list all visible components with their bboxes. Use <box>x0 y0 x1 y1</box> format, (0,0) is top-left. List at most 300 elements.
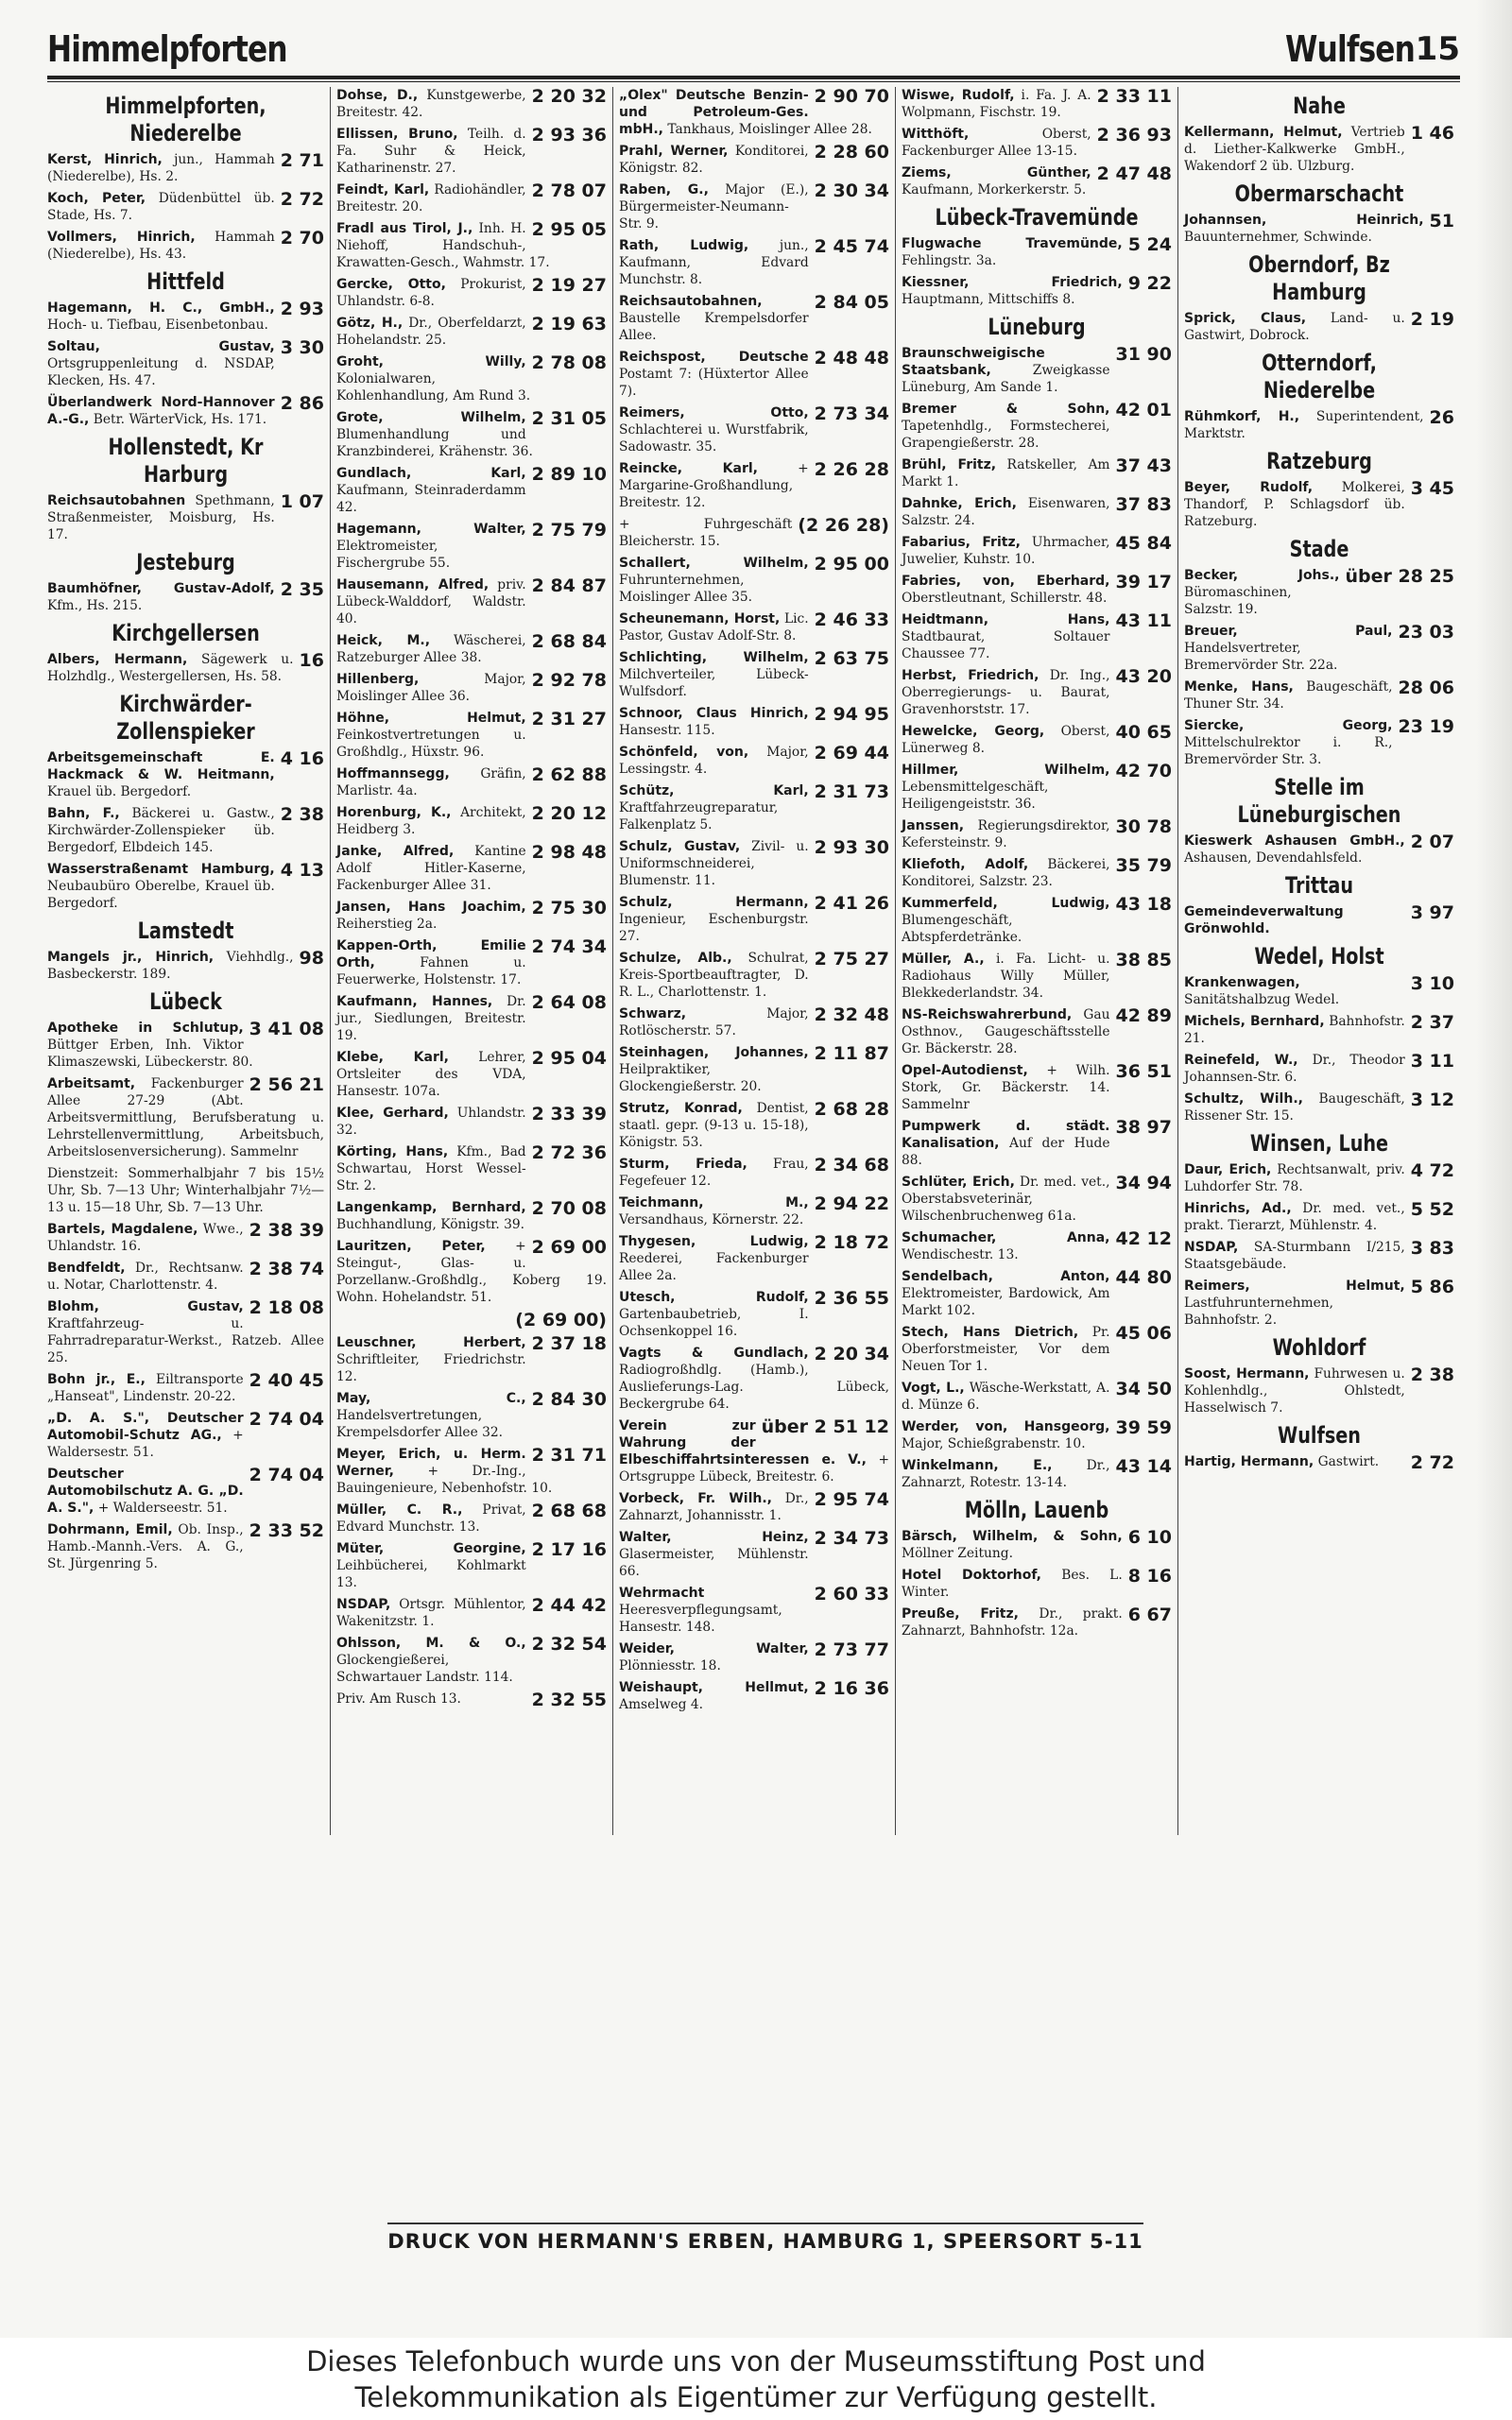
directory-entry <box>902 611 1172 662</box>
entry-name: Weishaupt, Hellmut, <box>619 1680 809 1695</box>
entry-name: Wasserstraßenamt Hamburg, <box>47 862 275 877</box>
entry-name: Schulz, Gustav, <box>619 839 741 854</box>
entry-name: Raben, G., <box>619 182 709 197</box>
phone-number: 2 92 78 <box>531 670 607 691</box>
phone-number: 43 18 <box>1115 894 1172 915</box>
credit-notice <box>0 2338 1512 2420</box>
directory-entry <box>902 723 1172 757</box>
directory-entry <box>336 220 607 271</box>
phone-number: 38 97 <box>1115 1117 1172 1138</box>
entry-detail: Uhrmacher, Juwelier, Kuhstr. 10. <box>902 535 1110 567</box>
directory-entry <box>336 1502 607 1536</box>
phone-number: 2 30 34 <box>814 180 889 201</box>
phone-number: 43 14 <box>1115 1456 1172 1477</box>
entry-detail: Lehrer, Ortsleiter des VDA, Hansestr. 107a. <box>336 1050 526 1099</box>
entry-name: Braunschweigische Staatsbank, <box>902 346 1045 378</box>
section-heading: Kirchgellersen <box>112 620 260 646</box>
entry-name: Hillenberg, <box>336 672 420 687</box>
directory-entry <box>1184 678 1454 712</box>
phone-number: 2 44 42 <box>531 1595 607 1616</box>
entry-name: Bärsch, Wilhelm, & Sohn, <box>902 1529 1123 1544</box>
entry-detail: Kolonialwaren, Kohlenhandlung, Am Rund 3. <box>336 371 531 403</box>
entry-detail: Teilh. d. Fa. Suhr & Heick, Katharinenstr. 27. <box>336 127 526 176</box>
directory-entry <box>1184 717 1454 768</box>
phone-number: 2 75 30 <box>531 898 607 918</box>
directory-entry <box>1184 1052 1454 1086</box>
entry-detail: Schlachterei u. Wurstfabrik, Sadowastr. 35. <box>619 422 809 455</box>
entry-detail: Kaufmann, Morkerkerstr. 5. <box>902 182 1087 197</box>
phone-number: 2 69 44 <box>814 743 889 764</box>
entry-name: NS-Reichswahrerbund, <box>902 1007 1073 1022</box>
entry-detail: Gastwirt. <box>1317 1454 1380 1469</box>
entry-detail: Spethmann, Straßenmeister, Moisburg, Hs. 17. <box>47 493 275 542</box>
directory-entry <box>902 1006 1172 1057</box>
entry-detail: Zivil- u. Uniformschneiderei, Blumenstr. 11. <box>619 839 809 888</box>
directory-entry <box>336 804 607 838</box>
directory-entry <box>619 1585 889 1636</box>
section-heading: Wedel, Holst <box>1254 943 1384 970</box>
phone-number: 2 41 26 <box>814 893 889 914</box>
entry-detail: Major, Lessingstr. 4. <box>619 745 809 777</box>
column-5 <box>1177 87 1460 1835</box>
entry-detail: Wäscherei, Ratzeburger Allee 38. <box>336 633 526 665</box>
phone-number: 31 90 <box>1115 344 1172 365</box>
entry-detail: Buchhandlung, Königstr. 39. <box>336 1217 525 1232</box>
entry-detail: Kunstgewerbe, Breitestr. 42. <box>336 88 526 120</box>
entry-detail: Auf der Hude 88. <box>902 1136 1110 1168</box>
entry-name: Flugwache Travemünde, <box>902 236 1123 251</box>
section-heading: Hittfeld <box>146 268 225 295</box>
directory-entry <box>902 456 1172 490</box>
directory-columns <box>47 87 1460 1835</box>
phone-number: 2 74 34 <box>531 936 607 957</box>
entry-name: Arbeitsgemeinschaft E. Hackmack & W. Heitmann, <box>47 750 275 782</box>
directory-entry <box>1184 1278 1454 1329</box>
entry-detail: Fuhrunternehmen, Moislinger Allee 35. <box>619 573 753 605</box>
phone-number: 42 70 <box>1115 761 1172 781</box>
phone-number: 2 93 30 <box>814 837 889 858</box>
entry-detail: Dr. med. vet., prakt. Tierarzt, Mühlenstr. 4. <box>1184 1201 1405 1233</box>
entry-name: Reimers, Otto, <box>619 405 809 420</box>
phone-number: 6 10 <box>1127 1527 1172 1548</box>
entry-name: Opel-Autodienst, <box>902 1063 1028 1078</box>
directory-entry <box>902 1567 1172 1601</box>
entry-detail: Privat, Edvard Munchstr. 13. <box>336 1502 526 1535</box>
entry-name: Daur, Erich, <box>1184 1162 1272 1177</box>
directory-entry <box>902 762 1172 813</box>
directory-entry <box>619 1044 889 1095</box>
phone-number: 2 19 27 <box>531 275 607 296</box>
entry-name: Hinrichs, Ad., <box>1184 1201 1292 1216</box>
entry-name: Bartels, Magdalene, <box>47 1222 198 1237</box>
directory-entry <box>1184 623 1454 674</box>
entry-detail: Wwe., Uhlandstr. 16. <box>47 1222 244 1254</box>
directory-entry <box>1184 1013 1454 1047</box>
entry-detail: Viehhdlg., Basbeckerstr. 189. <box>47 950 294 982</box>
credit-line-1: Dieses Telefonbuch wurde uns von der Museumsstiftung Post und <box>306 2345 1206 2377</box>
directory-entry <box>1184 1200 1454 1234</box>
entry-name: Scheunemann, Horst, <box>619 611 781 626</box>
phone-number: 34 50 <box>1115 1379 1172 1399</box>
entry-detail: Major, Schießgrabenstr. 10. <box>902 1436 1086 1451</box>
entry-detail: Elektromeister, Bardowick, Am Markt 102. <box>902 1286 1110 1318</box>
entry-detail: Reederei, Fackenburger Allee 2a. <box>619 1251 809 1283</box>
phone-number: 8 16 <box>1127 1566 1172 1587</box>
entry-name: Soltau, Gustav, <box>47 339 275 354</box>
directory-entry <box>619 87 889 138</box>
entry-name: Michels, Bernhard, <box>1184 1014 1325 1029</box>
phone-number: 2 78 08 <box>531 352 607 373</box>
phone-number: 44 80 <box>1115 1267 1172 1288</box>
credit-line-2: Telekommunikation als Eigentümer zur Verfügung gestellt. <box>354 2381 1158 2413</box>
directory-entry <box>336 1390 607 1441</box>
entry-name: Teichmann, M., <box>619 1195 809 1210</box>
entry-detail: Sanitätshalbzug Wedel. <box>1184 992 1340 1007</box>
entry-detail: Kraftfahrzeugreparatur, Falkenplatz 5. <box>619 800 779 832</box>
entry-name: Lauritzen, Peter, <box>336 1239 486 1254</box>
entry-detail: Major, Rotlöscherstr. 57. <box>619 1006 809 1038</box>
entry-detail: Milchverteiler, Lübeck-Wulfsdorf. <box>619 667 809 699</box>
phone-number: 98 <box>299 948 324 969</box>
entry-name: Preuße, Fritz, <box>902 1606 1019 1622</box>
entry-detail: Gau Osthnov., Gaugeschäftsstelle Gr. Bäckerstr. 28. <box>902 1007 1110 1056</box>
phone-number: 2 64 08 <box>531 992 607 1013</box>
entry-detail: Bäckerei, Konditorei, Salzstr. 23. <box>902 857 1110 889</box>
directory-entry <box>902 274 1172 308</box>
entry-name: Schumacher, Anna, <box>902 1230 1110 1245</box>
entry-detail: Gräfin, Marlistr. 4a. <box>336 766 526 798</box>
entry-detail: Oberst, Fackenburger Allee 13-15. <box>902 127 1091 159</box>
directory-entry <box>336 1596 607 1630</box>
entry-detail: Stadtbaurat, Soltauer Chaussee 77. <box>902 629 1110 661</box>
entry-name: Heidtmann, Hans, <box>902 612 1110 627</box>
entry-name: Menke, Hans, <box>1184 679 1294 695</box>
directory-entry <box>47 1221 324 1255</box>
entry-detail: Rechtsanwalt, priv. Luhdorfer Str. 78. <box>1184 1162 1405 1194</box>
section-heading: Stade <box>1289 536 1349 562</box>
entry-name: Wehrmacht <box>619 1586 705 1601</box>
phone-number: 2 32 55 <box>531 1690 607 1710</box>
entry-name: Deutscher Automobilschutz A. G. „D. A. S.", <box>47 1467 244 1516</box>
directory-entry <box>47 151 324 185</box>
directory-entry <box>47 1020 324 1071</box>
directory-entry <box>336 1143 607 1194</box>
entry-detail: Baugeschäft, Thuner Str. 34. <box>1184 679 1393 712</box>
directory-entry <box>619 894 889 945</box>
entry-detail: Dr. med. vet., Oberstabsveterinär, Wilschenbruchenweg 61a. <box>902 1175 1110 1224</box>
phone-number: 2 37 <box>1410 1012 1454 1033</box>
directory-entry <box>619 293 889 344</box>
entry-name: Feindt, Karl, <box>336 182 430 197</box>
entry-name: Werder, von, Hansgeorg, <box>902 1419 1110 1434</box>
phone-number: 4 13 <box>280 860 324 881</box>
directory-entry <box>902 1605 1172 1639</box>
entry-detail: Dr., prakt. Zahnarzt, Bahnhofstr. 12a. <box>902 1606 1123 1639</box>
phone-number: 2 74 04 <box>249 1409 324 1430</box>
entry-detail: Kaufmann, Steinraderdamm 42. <box>336 483 526 515</box>
directory-entry <box>619 1529 889 1580</box>
entry-detail: priv. Lübeck-Walddorf, Waldstr. 40. <box>336 577 526 626</box>
directory-entry <box>1184 310 1454 344</box>
entry-name: Baumhöfner, Gustav-Adolf, <box>47 581 275 596</box>
phone-number: 2 47 48 <box>1096 163 1172 184</box>
entry-name: Kaufmann, Hannes, <box>336 994 493 1009</box>
phone-number: 42 89 <box>1115 1005 1172 1026</box>
phone-number: 2 20 12 <box>531 803 607 824</box>
directory-entry <box>902 951 1172 1002</box>
directory-entry <box>619 1156 889 1190</box>
entry-name: „Olex" Deutsche Benzin- und Petroleum-Ges. mbH., <box>619 88 809 137</box>
phone-number: 3 11 <box>1410 1051 1454 1072</box>
entry-detail: Möllner Zeitung. <box>902 1546 1013 1561</box>
phone-number: 23 19 <box>1398 716 1454 737</box>
entry-name: Pumpwerk d. städt. Kanalisation, <box>902 1119 1110 1151</box>
phone-number: 2 32 54 <box>531 1634 607 1655</box>
directory-entry <box>902 1380 1172 1414</box>
entry-name: Reichsautobahnen, <box>619 294 763 309</box>
entry-name: Janssen, <box>902 818 965 833</box>
entry-detail: Radiogroßhdlg. (Hamb.), Auslieferungs-Lag. Lübeck, Beckergrube 64. <box>619 1363 889 1412</box>
entry-detail: Plönniesstr. 18. <box>619 1658 721 1673</box>
directory-entry <box>1184 124 1454 175</box>
phone-number: 2 19 63 <box>531 314 607 335</box>
directory-entry <box>336 1199 607 1233</box>
entry-name: Götz, H., <box>336 316 404 331</box>
entry-name: Albers, Hermann, <box>47 652 188 667</box>
entry-detail: Bes. L. Winter. <box>902 1568 1123 1600</box>
entry-detail: Regierungsdirektor, Kefersteinstr. 9. <box>902 818 1110 850</box>
phone-number: 2 31 27 <box>531 709 607 729</box>
entry-name: Stech, Hans Dietrich, <box>902 1325 1079 1340</box>
directory-entry <box>336 1105 607 1139</box>
directory-entry <box>47 492 324 543</box>
directory-entry <box>902 1324 1172 1375</box>
entry-detail: Neubaubüro Oberelbe, Krauel üb. Bergedorf. <box>47 879 275 911</box>
entry-name: Hagemann, H. C., GmbH., <box>47 300 275 316</box>
directory-entry <box>47 338 324 389</box>
section-heading: Oberndorf, Bz Hamburg <box>1248 251 1390 305</box>
phone-number: 2 33 39 <box>531 1104 607 1124</box>
phone-number: 2 68 68 <box>531 1501 607 1521</box>
entry-detail: Düdenbüttel üb. Stade, Hs. 7. <box>47 191 275 223</box>
phone-number: 2 89 10 <box>531 464 607 485</box>
directory-entry <box>47 1466 324 1517</box>
directory-entry <box>1184 408 1454 442</box>
entry-name: Janke, Alfred, <box>336 844 455 859</box>
directory-entry <box>902 817 1172 851</box>
directory-entry <box>336 1311 607 1330</box>
phone-number: 34 94 <box>1115 1173 1172 1193</box>
entry-name: Hausemann, Alfred, <box>336 577 490 592</box>
directory-entry <box>1184 974 1454 1008</box>
entry-name: Beyer, Rudolf, <box>1184 480 1314 495</box>
entry-detail: Architekt, Heidberg 3. <box>336 805 526 837</box>
entry-detail: Betr. WärterVick, Hs. 171. <box>93 412 267 427</box>
entry-detail: Hoch- u. Tiefbau, Eisenbetonbau. <box>47 318 268 333</box>
directory-entry <box>47 805 324 856</box>
entry-name: Jansen, Hans Joachim, <box>336 900 526 915</box>
entry-name: Rühmkorf, H., <box>1184 409 1300 424</box>
entry-name: Hewelcke, Georg, <box>902 724 1045 739</box>
entry-name: Witthöft, <box>902 127 970 142</box>
phone-number: 5 86 <box>1410 1277 1454 1297</box>
directory-entry <box>619 237 889 288</box>
directory-entry <box>336 993 607 1044</box>
directory-entry <box>619 404 889 455</box>
entry-detail: Büromaschinen, Salzstr. 19. <box>1184 585 1292 617</box>
directory-entry <box>619 1233 889 1284</box>
entry-name: Überlandwerk Nord-Hannover A.-G., <box>47 395 275 427</box>
entry-name: NSDAP, <box>336 1597 391 1612</box>
section-heading: Ratzeburg <box>1266 448 1372 474</box>
directory-entry <box>619 555 889 606</box>
entry-detail: Elektromeister, Fischergrube 55. <box>336 539 451 571</box>
phone-number: 2 70 08 <box>531 1198 607 1219</box>
entry-name: Sendelbach, Anton, <box>902 1269 1110 1284</box>
entry-detail: Blumenhandlung und Kranzbinderei, Krähenstr. 36. <box>336 427 533 459</box>
directory-entry <box>47 1298 324 1366</box>
entry-detail: Hansestr. 115. <box>619 723 715 738</box>
directory-entry <box>902 164 1172 198</box>
directory-entry <box>336 521 607 572</box>
directory-entry <box>619 705 889 739</box>
page-number: 15 <box>1415 30 1460 68</box>
entry-detail: Heeresverpflegungsamt, Hansestr. 148. <box>619 1603 782 1635</box>
entry-detail: Lic. Pastor, Gustav Adolf-Str. 8. <box>619 611 809 644</box>
entry-detail: Amselweg 4. <box>619 1697 704 1712</box>
entry-detail: Eiltransporte „Hanseat", Lindenstr. 20-22. <box>47 1372 244 1404</box>
phone-number: 2 36 55 <box>814 1288 889 1309</box>
entry-name: Müter, Georgine, <box>336 1541 526 1556</box>
entry-detail: Ob. Insp., Hamb.-Mannh.-Vers. A. G., St. Jürgenring 5. <box>47 1522 244 1571</box>
entry-detail: i. Fa. Licht- u. Radiohaus Willy Müller, Blekkederlandstr. 34. <box>902 952 1110 1001</box>
entry-detail: Lebensmittelgeschäft, Heiligengeiststr. 36. <box>902 780 1049 812</box>
section-heading: Wohldorf <box>1272 1334 1366 1361</box>
phone-number: 2 72 <box>280 189 324 210</box>
entry-name: Schwarz, <box>619 1006 687 1021</box>
phone-number: 2 72 <box>1410 1452 1454 1473</box>
phone-number: 2 94 22 <box>814 1193 889 1214</box>
entry-name: Hoffmannsegg, <box>336 766 450 781</box>
entry-detail: + Steingut-, Glas- u. Porzellanw.-Großhdlg., Koberg 19. Wohn. Hohelandstr. 51. <box>336 1239 607 1305</box>
entry-detail: Priv. Am Rusch 13. <box>336 1691 461 1707</box>
phone-number: 2 69 00 <box>531 1237 607 1258</box>
phone-number: 3 30 <box>280 337 324 358</box>
phone-number: 4 72 <box>1410 1160 1454 1181</box>
entry-name: Bahn, F., <box>47 806 120 821</box>
entry-detail: Sägewerk u. Holzhdlg., Westergellersen, Hs. 58. <box>47 652 294 684</box>
entry-detail: jun., Kaufmann, Edvard Munchstr. 8. <box>619 238 809 287</box>
entry-name: Reichsautobahnen <box>47 493 186 508</box>
directory-entry <box>902 895 1172 946</box>
phone-number: 2 40 45 <box>249 1370 324 1391</box>
phone-number: 2 90 70 <box>814 87 889 107</box>
phone-number: 2 95 05 <box>531 219 607 240</box>
entry-detail: Fuhrwesen u. Kohlenhdlg., Ohlstedt, Hasselwisch 7. <box>1184 1366 1405 1416</box>
entry-detail: Blumengeschäft, Abtspferdetränke. <box>902 913 1022 945</box>
entry-detail: Fackenburger Allee 27-29 (Abt. Arbeitsvermittlung, Berufsberatung u. Lehrstellenvermittlung, Arbeitsbuch, Arbeitslosenversicherung). Sammelnr <box>47 1076 324 1159</box>
entry-name: Schnoor, Claus Hinrich, <box>619 706 809 721</box>
directory-entry <box>47 394 324 428</box>
directory-entry <box>336 1334 607 1385</box>
directory-entry <box>619 610 889 644</box>
entry-detail: Ingenieur, Eschenburgstr. 27. <box>619 912 809 944</box>
directory-entry <box>619 1417 889 1485</box>
phone-number: 3 83 <box>1410 1238 1454 1259</box>
entry-detail: Hauptmann, Mittschiffs 8. <box>902 292 1075 307</box>
entry-name: Siercke, Georg, <box>1184 718 1393 733</box>
phone-number: 2 38 <box>1410 1364 1454 1385</box>
entry-detail: Pr. Oberforstmeister, Vor dem Neuen Tor 1. <box>902 1325 1110 1374</box>
section-heading: Jesteburg <box>136 549 235 575</box>
phone-number: 9 22 <box>1127 273 1172 294</box>
entry-name: Koch, Peter, <box>47 191 146 206</box>
entry-name: Langenkamp, Bernhard, <box>336 1200 526 1215</box>
entry-detail: Reiherstieg 2a. <box>336 917 438 932</box>
phone-number: 2 35 <box>280 579 324 600</box>
entry-detail: Handelsvertretungen, Krempelsdorfer Allee 32. <box>336 1408 504 1440</box>
entry-detail: Postamt 7: (Hüxtertor Allee 7). <box>619 367 809 399</box>
entry-name: Utesch, Rudolf, <box>619 1290 809 1305</box>
directory-entry <box>1184 832 1454 867</box>
entry-name: Gercke, Otto, <box>336 277 446 292</box>
entry-name: Strutz, Konrad, <box>619 1101 743 1116</box>
phone-number: 2 34 68 <box>814 1155 889 1176</box>
phone-number: 45 84 <box>1115 533 1172 554</box>
directory-entry <box>47 1371 324 1405</box>
entry-detail: Dr., Rechtsanw. u. Notar, Charlottenstr. 4. <box>47 1261 244 1293</box>
directory-entry <box>902 87 1172 121</box>
phone-number: 2 95 04 <box>531 1048 607 1069</box>
directory-entry <box>336 576 607 627</box>
entry-name: Hartig, Hermann, <box>1184 1454 1314 1469</box>
directory-entry <box>336 181 607 215</box>
directory-entry <box>336 126 607 177</box>
phone-number: 1 46 <box>1410 123 1454 144</box>
phone-number: 36 51 <box>1115 1061 1172 1082</box>
entry-detail: Feinkostvertretungen u. Großhdlg., Hüxstr. 96. <box>336 728 526 760</box>
phone-number: 2 48 48 <box>814 348 889 369</box>
directory-entry <box>47 1165 324 1216</box>
directory-entry <box>902 534 1172 568</box>
directory-entry <box>1184 1453 1454 1472</box>
entry-detail: Ortsgruppenleitung d. NSDAP, Klecken, Hs. 47. <box>47 356 275 388</box>
directory-entry <box>619 181 889 232</box>
phone-number: 2 34 73 <box>814 1528 889 1549</box>
phone-number: 2 84 05 <box>814 292 889 313</box>
directory-entry <box>336 276 607 310</box>
entry-name: Bohn jr., E., <box>47 1372 146 1387</box>
phone-number: 43 20 <box>1115 666 1172 687</box>
entry-detail: Dr., Oberfeldarzt, Hohelandstr. 25. <box>336 316 526 348</box>
phone-number: 2 94 95 <box>814 704 889 725</box>
column-1 <box>47 87 330 1835</box>
entry-detail: Wäsche-Werkstatt, A. d. Münze 6. <box>902 1381 1110 1413</box>
entry-name: Sprick, Claus, <box>1184 311 1307 326</box>
directory-entry <box>47 749 324 800</box>
directory-entry <box>619 1345 889 1413</box>
entry-detail: Bauunternehmer, Schwinde. <box>1184 230 1372 245</box>
entry-name: Schlichting, Wilhelm, <box>619 650 809 665</box>
printer-imprint: DRUCK VON HERMANN'S ERBEN, HAMBURG 1, SPEERSORT 5-11 <box>387 2230 1143 2253</box>
entry-name: Höhne, Helmut, <box>336 711 526 726</box>
entry-detail: Radiohändler, Breitestr. 20. <box>336 182 526 215</box>
phone-number: 35 79 <box>1115 855 1172 876</box>
directory-entry <box>619 782 889 833</box>
section-heading: Mölln, Lauenb <box>964 1497 1109 1523</box>
entry-detail: Heilpraktiker, Glockengießerstr. 20. <box>619 1062 762 1094</box>
entry-name: Schulze, Alb., <box>619 951 732 966</box>
